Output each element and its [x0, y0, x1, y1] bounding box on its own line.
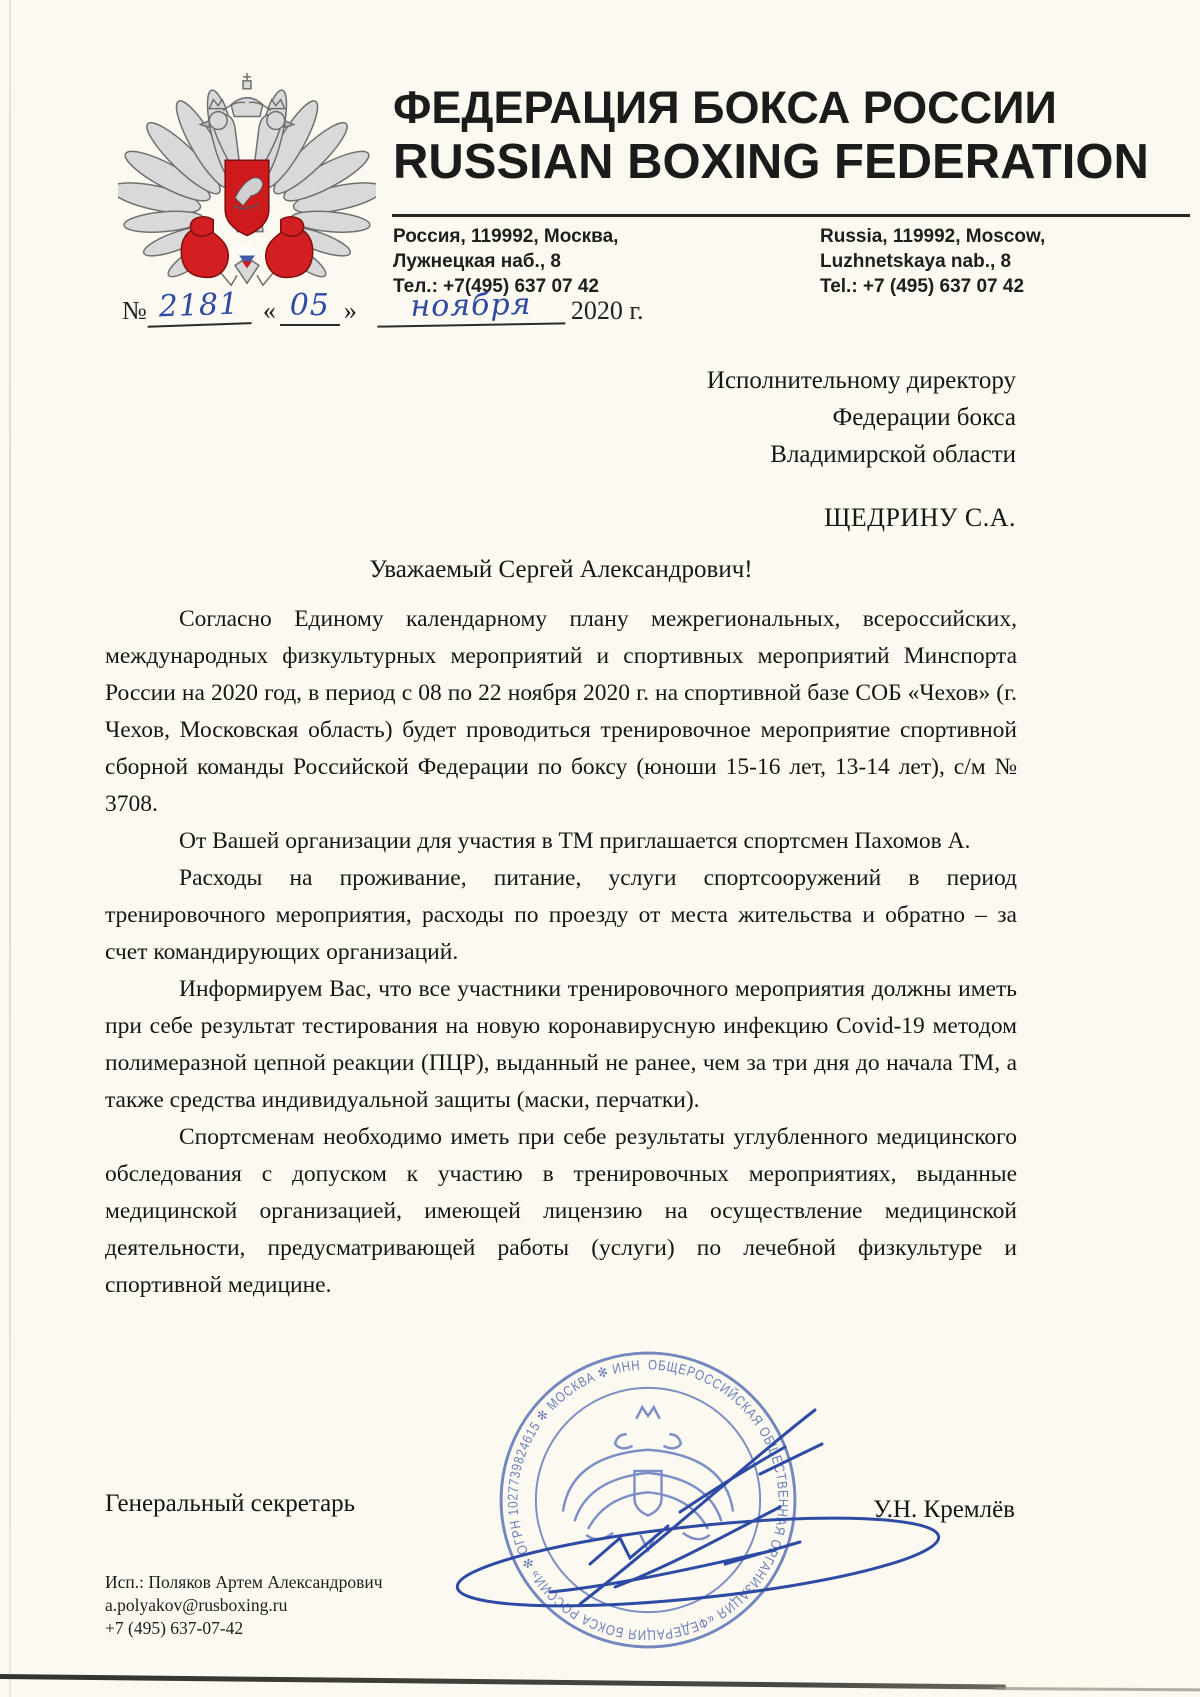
recipient-name: ЩЕДРИНУ С.А.: [824, 503, 1016, 532]
address-en-line: Luzhnetskaya nab., 8: [820, 251, 1012, 272]
scan-edge-artifact: [0, 1674, 1006, 1690]
russian-boxing-federation-emblem-icon: [118, 70, 376, 302]
letterhead-divider: [392, 214, 1190, 217]
org-title-english: RUSSIAN BOXING FEDERATION: [393, 135, 1149, 189]
paper-edge-artifact: [9, 0, 11, 1697]
printed-year: 2020 г.: [570, 296, 644, 325]
signer-role: Генеральный секретарь: [105, 1490, 356, 1517]
body-paragraph: Согласно Единому календарному плану межрегиональных, всероссийских, международных физкультурных мероприятий и спортивных мероприятий Минспорта России на 2020 год, в период с 08 по 22 ноября 2020 г. на спортивной базе СОБ «Чехов» (г. Чехов, Московская область) будет проводиться тренировочное мероприятие спортивной сборной команды Российской Федерации по боксу (юноши 15-16 лет, 13-14 лет), с/м № 3708.: [105, 606, 1017, 817]
address-ru-line: Россия, 119992, Москва,: [393, 226, 619, 247]
recipient-line: Владимирской области: [770, 441, 1016, 468]
handwritten-outgoing-number: 2181: [157, 286, 240, 325]
recipient-line: Исполнительному директору: [706, 367, 1016, 394]
reference-number-line: [122, 288, 644, 326]
letter-body: [105, 601, 1017, 1304]
body-paragraph: Спортсменам необходимо иметь при себе результаты углубленного медицинского обследования с допуском к участию в тренировочных мероприятиях, выданные медицинской организацией, имеющей лицензию на осуществление медицинской деятельности, предусматривающей работы (услуги) по лечебной физкультуре и спортивной медицине.: [105, 1124, 1017, 1298]
address-ru-phone: Тел.: +7(495) 637 07 42: [393, 276, 600, 297]
org-title-russian: ФЕДЕРАЦИЯ БОКСА РОССИИ: [393, 82, 1057, 133]
body-paragraph: Расходы на проживание, питание, услуги спортсооружений в период тренировочного мероприятия, расходы по проезду от места жительства и обратно – за счет командирующих организаций.: [105, 865, 1017, 965]
handwritten-day: 05: [289, 288, 330, 323]
close-quote: »: [343, 296, 357, 325]
open-quote: «: [262, 296, 276, 325]
body-paragraph: От Вашей организации для участия в ТМ приглашается спортсмен Пахомов А.: [179, 828, 971, 854]
recipient-block: [707, 362, 1016, 536]
number-sign: №: [122, 296, 147, 325]
recipient-line: Федерации бокса: [832, 404, 1016, 431]
executor-email: a.polyakov@rusboxing.ru: [105, 1595, 288, 1615]
handwritten-month: ноября: [409, 286, 532, 325]
org-address-english: [820, 224, 1045, 299]
address-ru-line: Лужнецкая наб., 8: [393, 251, 561, 272]
stamp-ring-text: ОБЩЕРОССИЙСКАЯ ОБЩЕСТВЕННАЯ ОРГАНИЗАЦИЯ «ФЕДЕРАЦИЯ БОКСА РОССИИ» ✻ ОГРН 1027739824615 ✻ МОСКВА ✻ ИНН: [504, 1356, 792, 1644]
signer-name: У.Н. Кремлёв: [873, 1496, 1015, 1523]
executor-block: [105, 1571, 383, 1640]
address-en-line: Russia, 119992, Moscow,: [820, 226, 1046, 247]
scan-edge-artifact-faint: [995, 1687, 1200, 1691]
body-paragraph: Информируем Вас, что все участники тренировочного мероприятия должны иметь при себе результат тестирования на новую коронавирусную инфекцию Covid-19 методом полимеразной цепной реакции (ПЦР), выданный не ранее, чем за три дня до начала ТМ, а также средства индивидуальной защиты (маски, перчатки).: [105, 976, 1017, 1113]
salutation: Уважаемый Сергей Александрович!: [369, 556, 753, 583]
address-en-phone: Tel.: +7 (495) 637 07 42: [820, 276, 1025, 297]
executor-phone: +7 (495) 637-07-42: [105, 1618, 244, 1638]
handwritten-signature: [430, 1392, 970, 1647]
letterhead-titles: [393, 82, 1193, 190]
executor-name: Исп.: Поляков Артем Александрович: [105, 1572, 383, 1592]
